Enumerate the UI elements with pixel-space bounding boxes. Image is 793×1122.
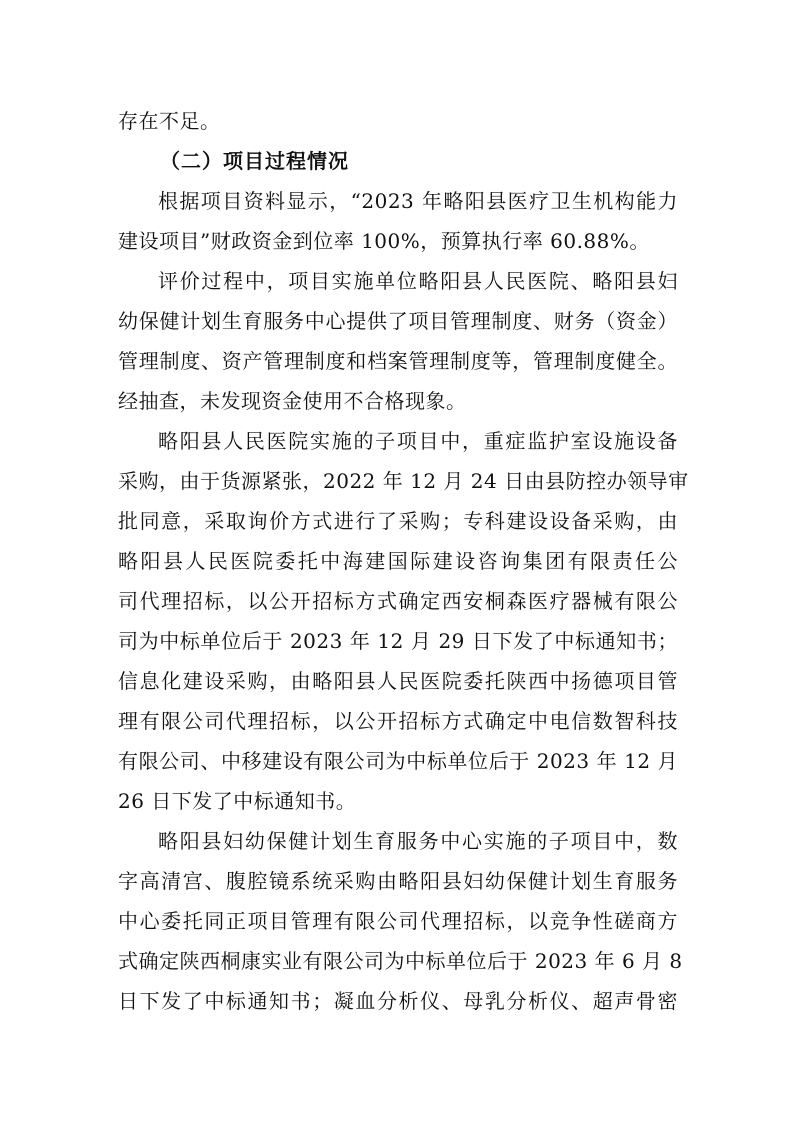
paragraph-line: 式确定陕西桐康实业有限公司为中标单位后于 2023 年 6 月 8 <box>118 949 683 973</box>
paragraph-line: 理有限公司代理招标，以公开招标方式确定中电信数智科技 <box>118 709 678 733</box>
paragraph-line: 评价过程中，项目实施单位略阳县人民医院、略阳县妇 <box>158 269 678 293</box>
paragraph-line: 26 日下发了中标通知书。 <box>118 789 357 813</box>
paragraph-line: 字高清宫、腹腔镜系统采购由略阳县妇幼保健计划生育服务 <box>118 869 678 893</box>
paragraph-line: 采购，由于货源紧张，2022 年 12 月 24 日由县防控办领导审 <box>118 469 689 493</box>
paragraph-line: 建设项目”财政资金到位率 100%，预算执行率 60.88%。 <box>118 229 650 253</box>
paragraph-line: 批同意，采取询价方式进行了采购；专科建设设备采购，由 <box>118 509 678 533</box>
paragraph-line: 略阳县人民医院委托中海建国际建设咨询集团有限责任公 <box>118 549 678 573</box>
paragraph-line: 幼保健计划生育服务中心提供了项目管理制度、财务（资金） <box>118 309 678 333</box>
paragraph-line: 信息化建设采购，由略阳县人民医院委托陕西中扬德项目管 <box>118 669 678 693</box>
paragraph-line: 中心委托同正项目管理有限公司代理招标，以竞争性磋商方 <box>118 909 678 933</box>
paragraph-line: 日下发了中标通知书；凝血分析仪、母乳分析仪、超声骨密 <box>118 989 678 1013</box>
paragraph-line: 经抽查，未发现资金使用不合格现象。 <box>118 389 467 413</box>
section-heading: （二）项目过程情况 <box>160 149 349 173</box>
paragraph-line: 略阳县人民医院实施的子项目中，重症监护室设施设备 <box>158 429 678 453</box>
paragraph-line: 有限公司、中移建设有限公司为中标单位后于 2023 年 12 月 <box>118 749 678 773</box>
paragraph-line: 略阳县妇幼保健计划生育服务中心实施的子项目中，数 <box>158 829 678 853</box>
document-body <box>118 101 689 1021</box>
paragraph-line: 司为中标单位后于 2023 年 12 月 29 日下发了中标通知书； <box>118 629 678 653</box>
paragraph-line: 存在不足。 <box>118 109 221 133</box>
paragraph-line: 根据项目资料显示，“2023 年略阳县医疗卫生机构能力 <box>158 189 678 213</box>
paragraph-line: 管理制度、资产管理制度和档案管理制度等，管理制度健全。 <box>118 349 678 373</box>
paragraph-line: 司代理招标，以公开招标方式确定西安桐森医疗器械有限公 <box>118 589 678 613</box>
